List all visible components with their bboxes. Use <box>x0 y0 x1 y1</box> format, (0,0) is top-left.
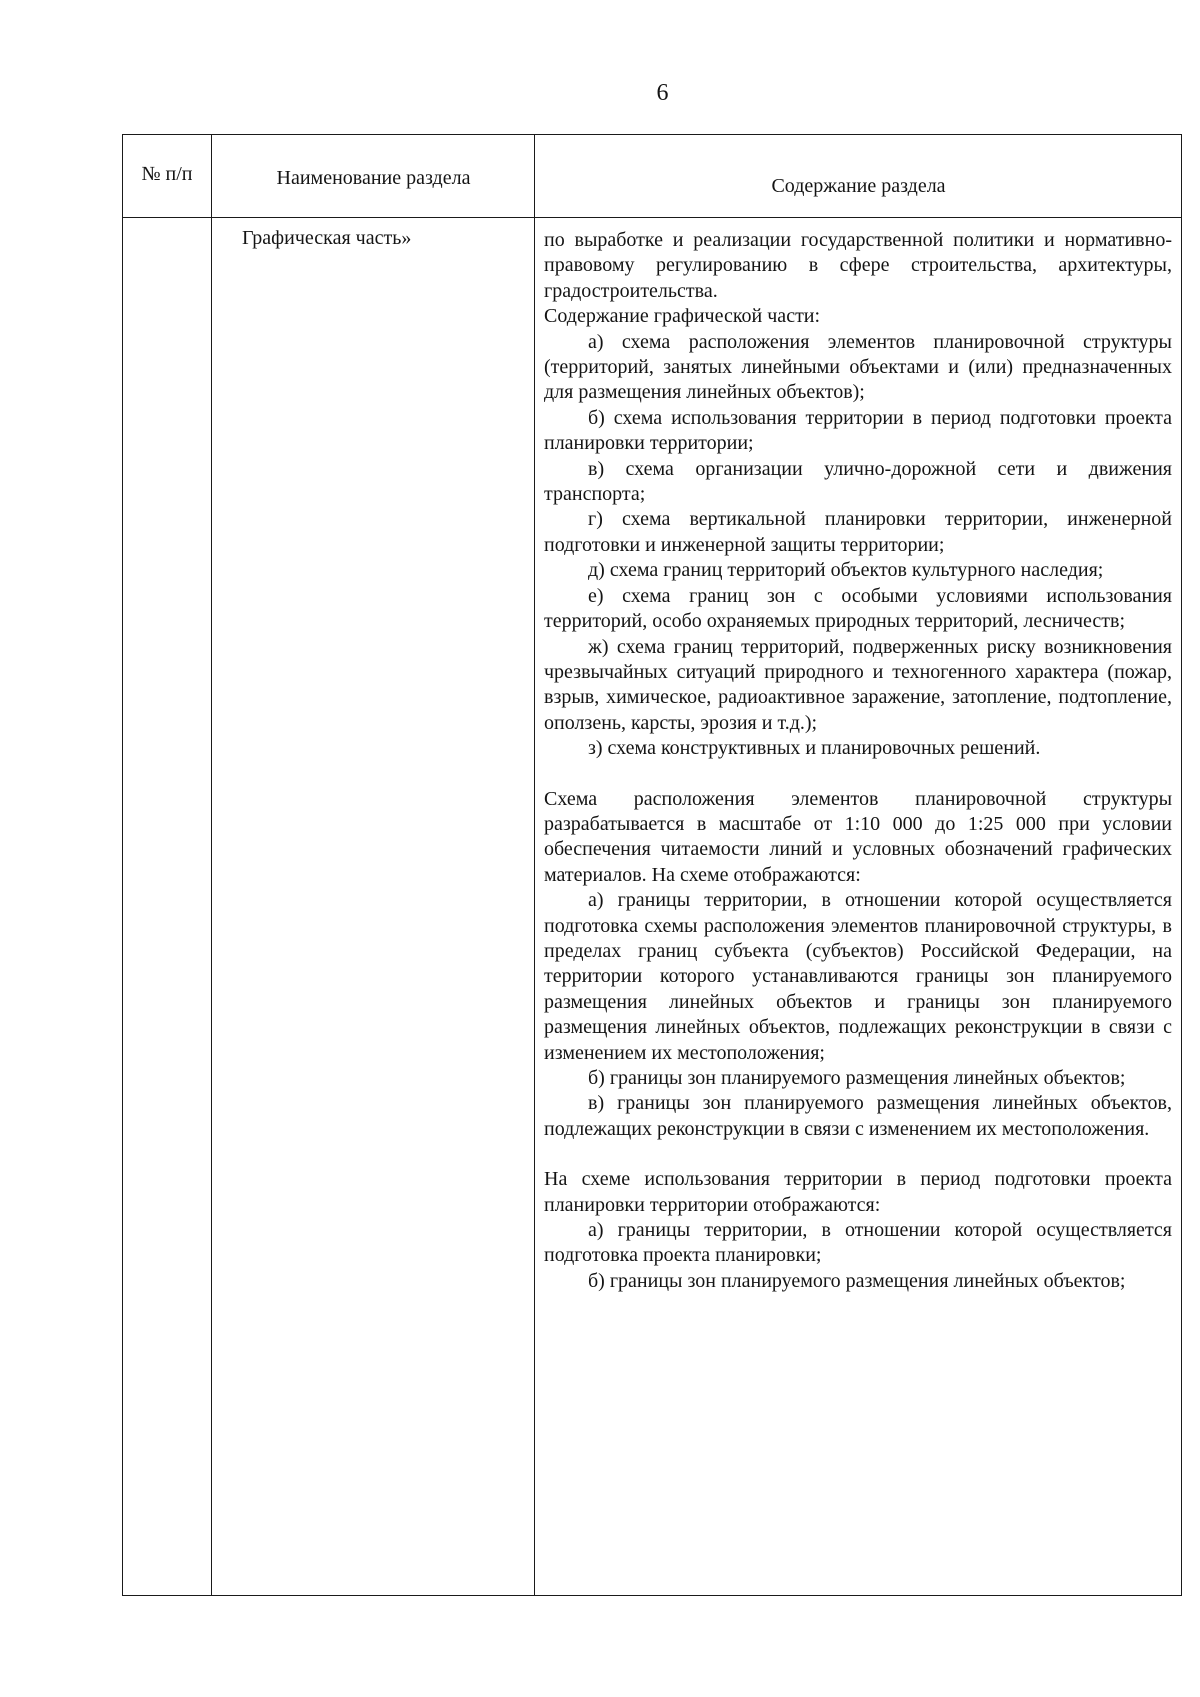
header-section-content: Содержание раздела <box>771 175 946 197</box>
header-number: № п/п <box>141 163 193 185</box>
content-paragraph: д) схема границ территорий объектов культурного наследия; <box>588 559 1104 582</box>
content-paragraph: в) схема организации улично-дорожной сети и движения транспорта; <box>544 457 1172 506</box>
content-paragraph: по выработке и реализации государственной политики и нормативно-правовому регулированию в сфере строительства, архитектуры, градостроительства. <box>544 229 1172 302</box>
content-paragraph: а) схема расположения элементов планировочной структуры (территорий, занятых линейными объектами и (или) предназначенных для размещения линейных объектов); <box>544 330 1172 404</box>
content-paragraph: Содержание графической части: <box>544 305 821 328</box>
content-paragraph: б) границы зон планируемого размещения линейных объектов; <box>588 1067 1126 1089</box>
content-paragraph: б) границы зон планируемого размещения линейных объектов; <box>588 1269 1126 1292</box>
content-paragraph: а) границы территории, в отношении которой осуществляется подготовка проекта планировки; <box>544 1219 1172 1267</box>
content-paragraph: ж) схема границ территорий, подверженных риску возникновения чрезвычайных ситуаций природного и техногенного характера (пожар, взрыв, химическое, радиоактивное заражение, затопление, подтопление, оползень, карсты, эрозия и т.д.); <box>544 635 1172 734</box>
content-paragraph: е) схема границ зон с особыми условиями использования территорий, особо охраняемых природных территорий, лесничеств; <box>544 584 1172 633</box>
content-paragraph: а) границы территории, в отношении которой осуществляется подготовка схемы расположения элементов планировочной структуры, в пределах границ субъекта (субъектов) Российской Федерации, на территории которого устанавливаются границы зон планируемого размещения линейных объектов и границы зон планируемого размещения линейных объектов, подлежащих реконструкции в связи с изменением их местоположения; <box>544 889 1172 1064</box>
row-section-name: Графическая часть» <box>242 227 412 249</box>
content-paragraph: в) границы зон планируемого размещения линейных объектов, подлежащих реконструкции в связи с изменением их местоположения. <box>544 1092 1172 1140</box>
sections-table <box>122 134 1182 1596</box>
content-paragraph: На схеме использования территории в период подготовки проекта планировки территории отображаются: <box>544 1168 1172 1216</box>
header-section-name: Наименование раздела <box>276 167 471 189</box>
content-paragraph: б) схема использования территории в период подготовки проекта планировки территории; <box>544 406 1172 455</box>
column-divider <box>211 135 212 1595</box>
content-paragraph: з) схема конструктивных и планировочных решений. <box>588 737 1041 760</box>
content-paragraph: г) схема вертикальной планировки территории, инженерной подготовки и инженерной защиты территории; <box>544 508 1172 556</box>
column-divider <box>534 135 535 1595</box>
row-section-content <box>544 228 1172 1294</box>
content-paragraph: Схема расположения элементов планировочной структуры разрабатывается в масштабе от 1:10 000 до 1:25 000 при условии обеспечения читаемости линий и условных обозначений графических материалов. На схеме отображаются: <box>544 787 1172 886</box>
page-number: 6 <box>656 80 669 106</box>
header-divider <box>123 217 1181 218</box>
